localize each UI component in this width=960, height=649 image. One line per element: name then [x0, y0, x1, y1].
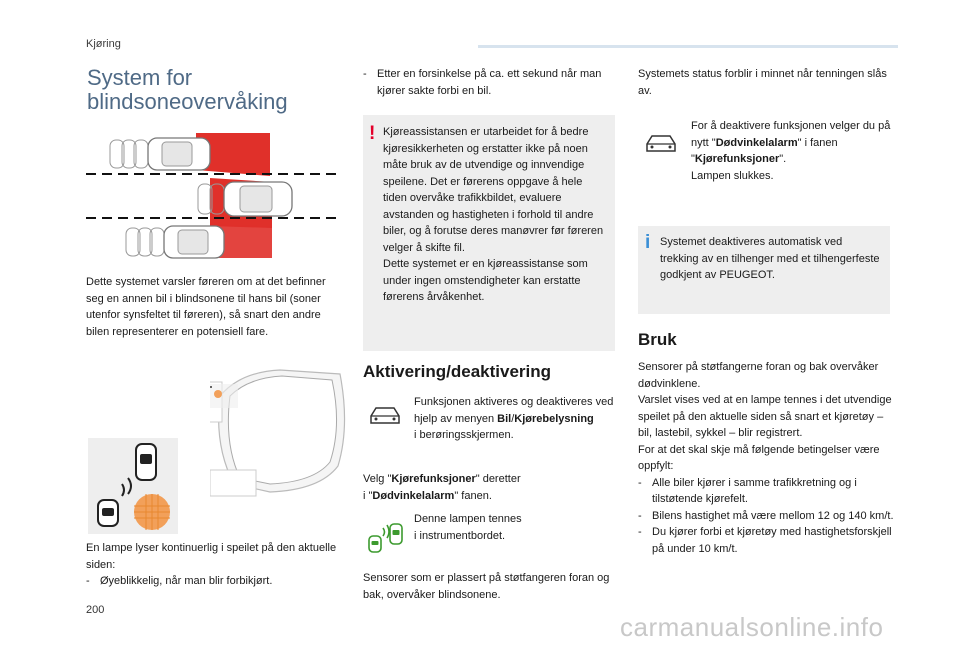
status-text: Systemets status forblir i minnet når tenningen slås av.: [638, 68, 887, 97]
list-item: - Øyeblikkelig, når man blir forbikjørt.: [86, 575, 273, 587]
section-label: Kjøring: [86, 38, 121, 50]
list-item: - Bilens hastighet må være mellom 12 og 140 km/t.: [638, 509, 894, 522]
car-settings-icon: [644, 132, 678, 154]
list-item: - Du kjører forbi et kjøretøy med hastighetsforskjell på under 10 km/t.: [638, 526, 892, 555]
intro-text: Dette systemet varsler føreren om at det befinner seg en annen bil i blindsonene til hans bil (soner utenfor synsfeltet til føreren), så snart den andre bilen representerer en potensiell fare.: [86, 276, 326, 338]
sensors-text: Sensorer som er plassert på støtfangeren foran og bak, overvåker blindsonene.: [363, 572, 610, 601]
lamp-dashboard-text: Denne lampen tennes i instrumentbordet.: [414, 513, 522, 542]
lamp-illustration: [88, 438, 178, 534]
deactivation-text: For å deaktivere funksjonen velger du på nytt "Dødvinkelalarm" i fanen "Kjørefunksjoner". Lampen slukkes.: [691, 120, 891, 182]
info-box: [638, 226, 890, 314]
header-bar: [478, 45, 898, 48]
warning-box: [363, 115, 615, 351]
blind-spot-lamp-icon: [366, 522, 406, 554]
lamp-paragraph: [86, 540, 344, 590]
car-settings-icon: [368, 404, 402, 426]
lamp-text: En lampe lyser kontinuerlig i speilet på den aktuelle siden:: [86, 542, 337, 571]
page-title: System for blindsoneovervåking: [87, 65, 288, 114]
mirror-illustration: [210, 366, 352, 498]
page-number: 200: [86, 604, 105, 616]
list-item: - Alle biler kjører i samme trafikkretning og i tilstøtende kjørefelt.: [638, 476, 857, 505]
warning-text: Kjøreassistansen er utarbeidet for å bedre kjøresikkerheten og erstatter ikke på noen måte bruk av de utvendige og innvendige speilene. Det er førerens oppgave å hele tiden overvåke trafikkbildet, evaluere avstanden og hastigheten i forhold til andre biler, og å forutse deres manøvrer før føreren velger å skifte fil. Dette systemet er en kjøreassistanse som under ingen omstendigheter kan erstatte førerens årvåkenhet.: [383, 126, 604, 303]
watermark: carmanualsonline.info: [620, 612, 884, 642]
blind-spot-illustration: [86, 130, 340, 260]
usage-text: Sensorer på støtfangerne foran og bak overvåker dødvinklene. Varslet vises ved at en lampe tennes i det utvendige speilet på den aktuelle siden så snart et kjøretøy – bil, lastebil, sykkel – blir registrert. For at det skal skje må følgende betingelser være oppfylt: - Alle biler kjører i samme trafikkretning og i tilstøtende kjørefelt. - Bilens hastighet må være mellom 12 og 140 km/t. - Du kjører forbi et kjøretøy med hastighetsforskjell på under 10 km/t.: [638, 359, 896, 557]
warning-icon: !: [369, 123, 376, 144]
info-text: Systemet deaktiveres automatisk ved trekking av en tilhenger med et tilhengerfeste godkjent av PEUGEOT.: [660, 236, 880, 281]
activation-text: Funksjonen aktiveres og deaktiveres ved hjelp av menyen Bil/Kjørebelysning i berøringsskjermen.: [414, 396, 614, 441]
select-instruction: Velg "Kjørefunksjoner" deretter i "Dødvinkelalarm" fanen.: [363, 473, 521, 502]
list-item: - Etter en forsinkelse på ca. ett sekund når man kjører sakte forbi en bil.: [363, 68, 602, 97]
info-icon: i: [645, 232, 651, 253]
heading-activation: Aktivering/deaktivering: [363, 362, 552, 381]
heading-usage: Bruk: [638, 330, 677, 349]
